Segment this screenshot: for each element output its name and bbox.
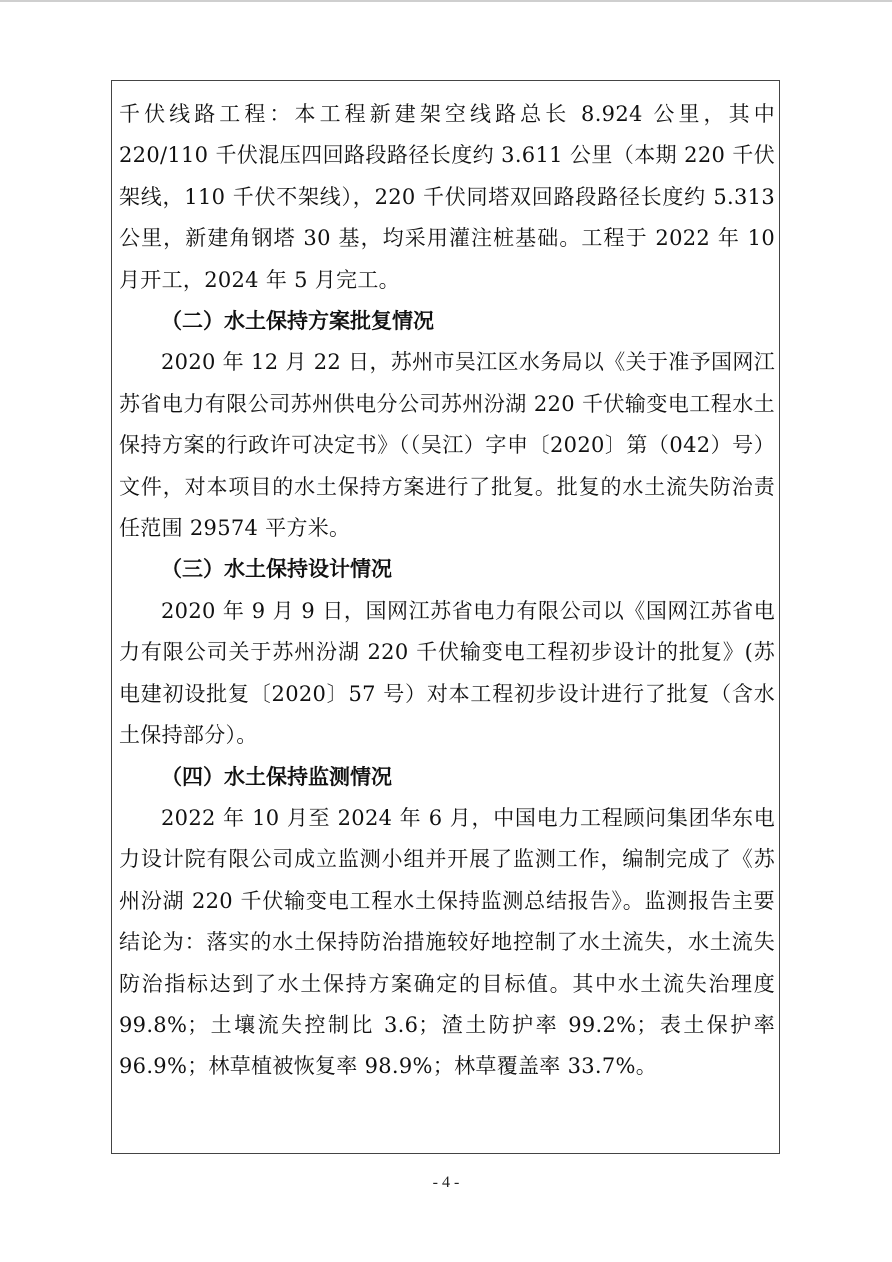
top-edge-rule xyxy=(0,0,892,2)
section-heading-3: （三）水土保持设计情况 xyxy=(161,557,392,582)
paragraph-plan-approval: 2020 年 12 月 22 日，苏州市吴江区水务局以《关于准予国网江苏省电力有限公司苏州供电分公司苏州汾湖 220 千伏输变电工程水土保持方案的行政许可决定书》（（吴江）字申〔2020〕第（042）号）文件，对本项目的水土保持方案进行了批复。批复的水土流失防治责任范围 29574 平方米。 xyxy=(119,350,775,541)
section-heading-2: （二）水土保持方案批复情况 xyxy=(161,309,434,334)
document-body xyxy=(119,94,775,1088)
page-number: - 4 - xyxy=(432,1174,460,1191)
paragraph-design: 2020 年 9 月 9 日，国网江苏省电力有限公司以《国网江苏省电力有限公司关于苏州汾湖 220 千伏输变电工程初步设计的批复》(苏电建初设批复〔2020〕57 号）对本工程初步设计进行了批复（含水土保持部分）。 xyxy=(119,598,775,748)
paragraph-monitoring: 2022 年 10 月至 2024 年 6 月，中国电力工程顾问集团华东电力设计院有限公司成立监测小组并开展了监测工作，编制完成了《苏州汾湖 220 千伏输变电工程水土保持监测总结报告》。监测报告主要结论为：落实的水土保持防治措施较好地控制了水土流失，水土流失防治指标达到了水土保持方案确定的目标值。其中水土流失治理度 99.8%；土壤流失控制比 3.6；渣土防护率 99.2%；表土保护率 96.9%；林草植被恢复率 98.9%；林草覆盖率 33.7%。 xyxy=(119,805,775,1079)
paragraph-line-project: 千伏线路工程：本工程新建架空线路总长 8.924 公里，其中 220/110 千伏混压四回路段路径长度约 3.611 公里（本期 220 千伏架线，110 千伏不架线），220 千伏同塔双回路段路径长度约 5.313 公里，新建角钢塔 30 基，均采用灌注桩基础。工程于 2022 年 10 月开工，2024 年 5 月完工。 xyxy=(119,102,775,292)
section-heading-4: （四）水土保持监测情况 xyxy=(161,764,392,789)
